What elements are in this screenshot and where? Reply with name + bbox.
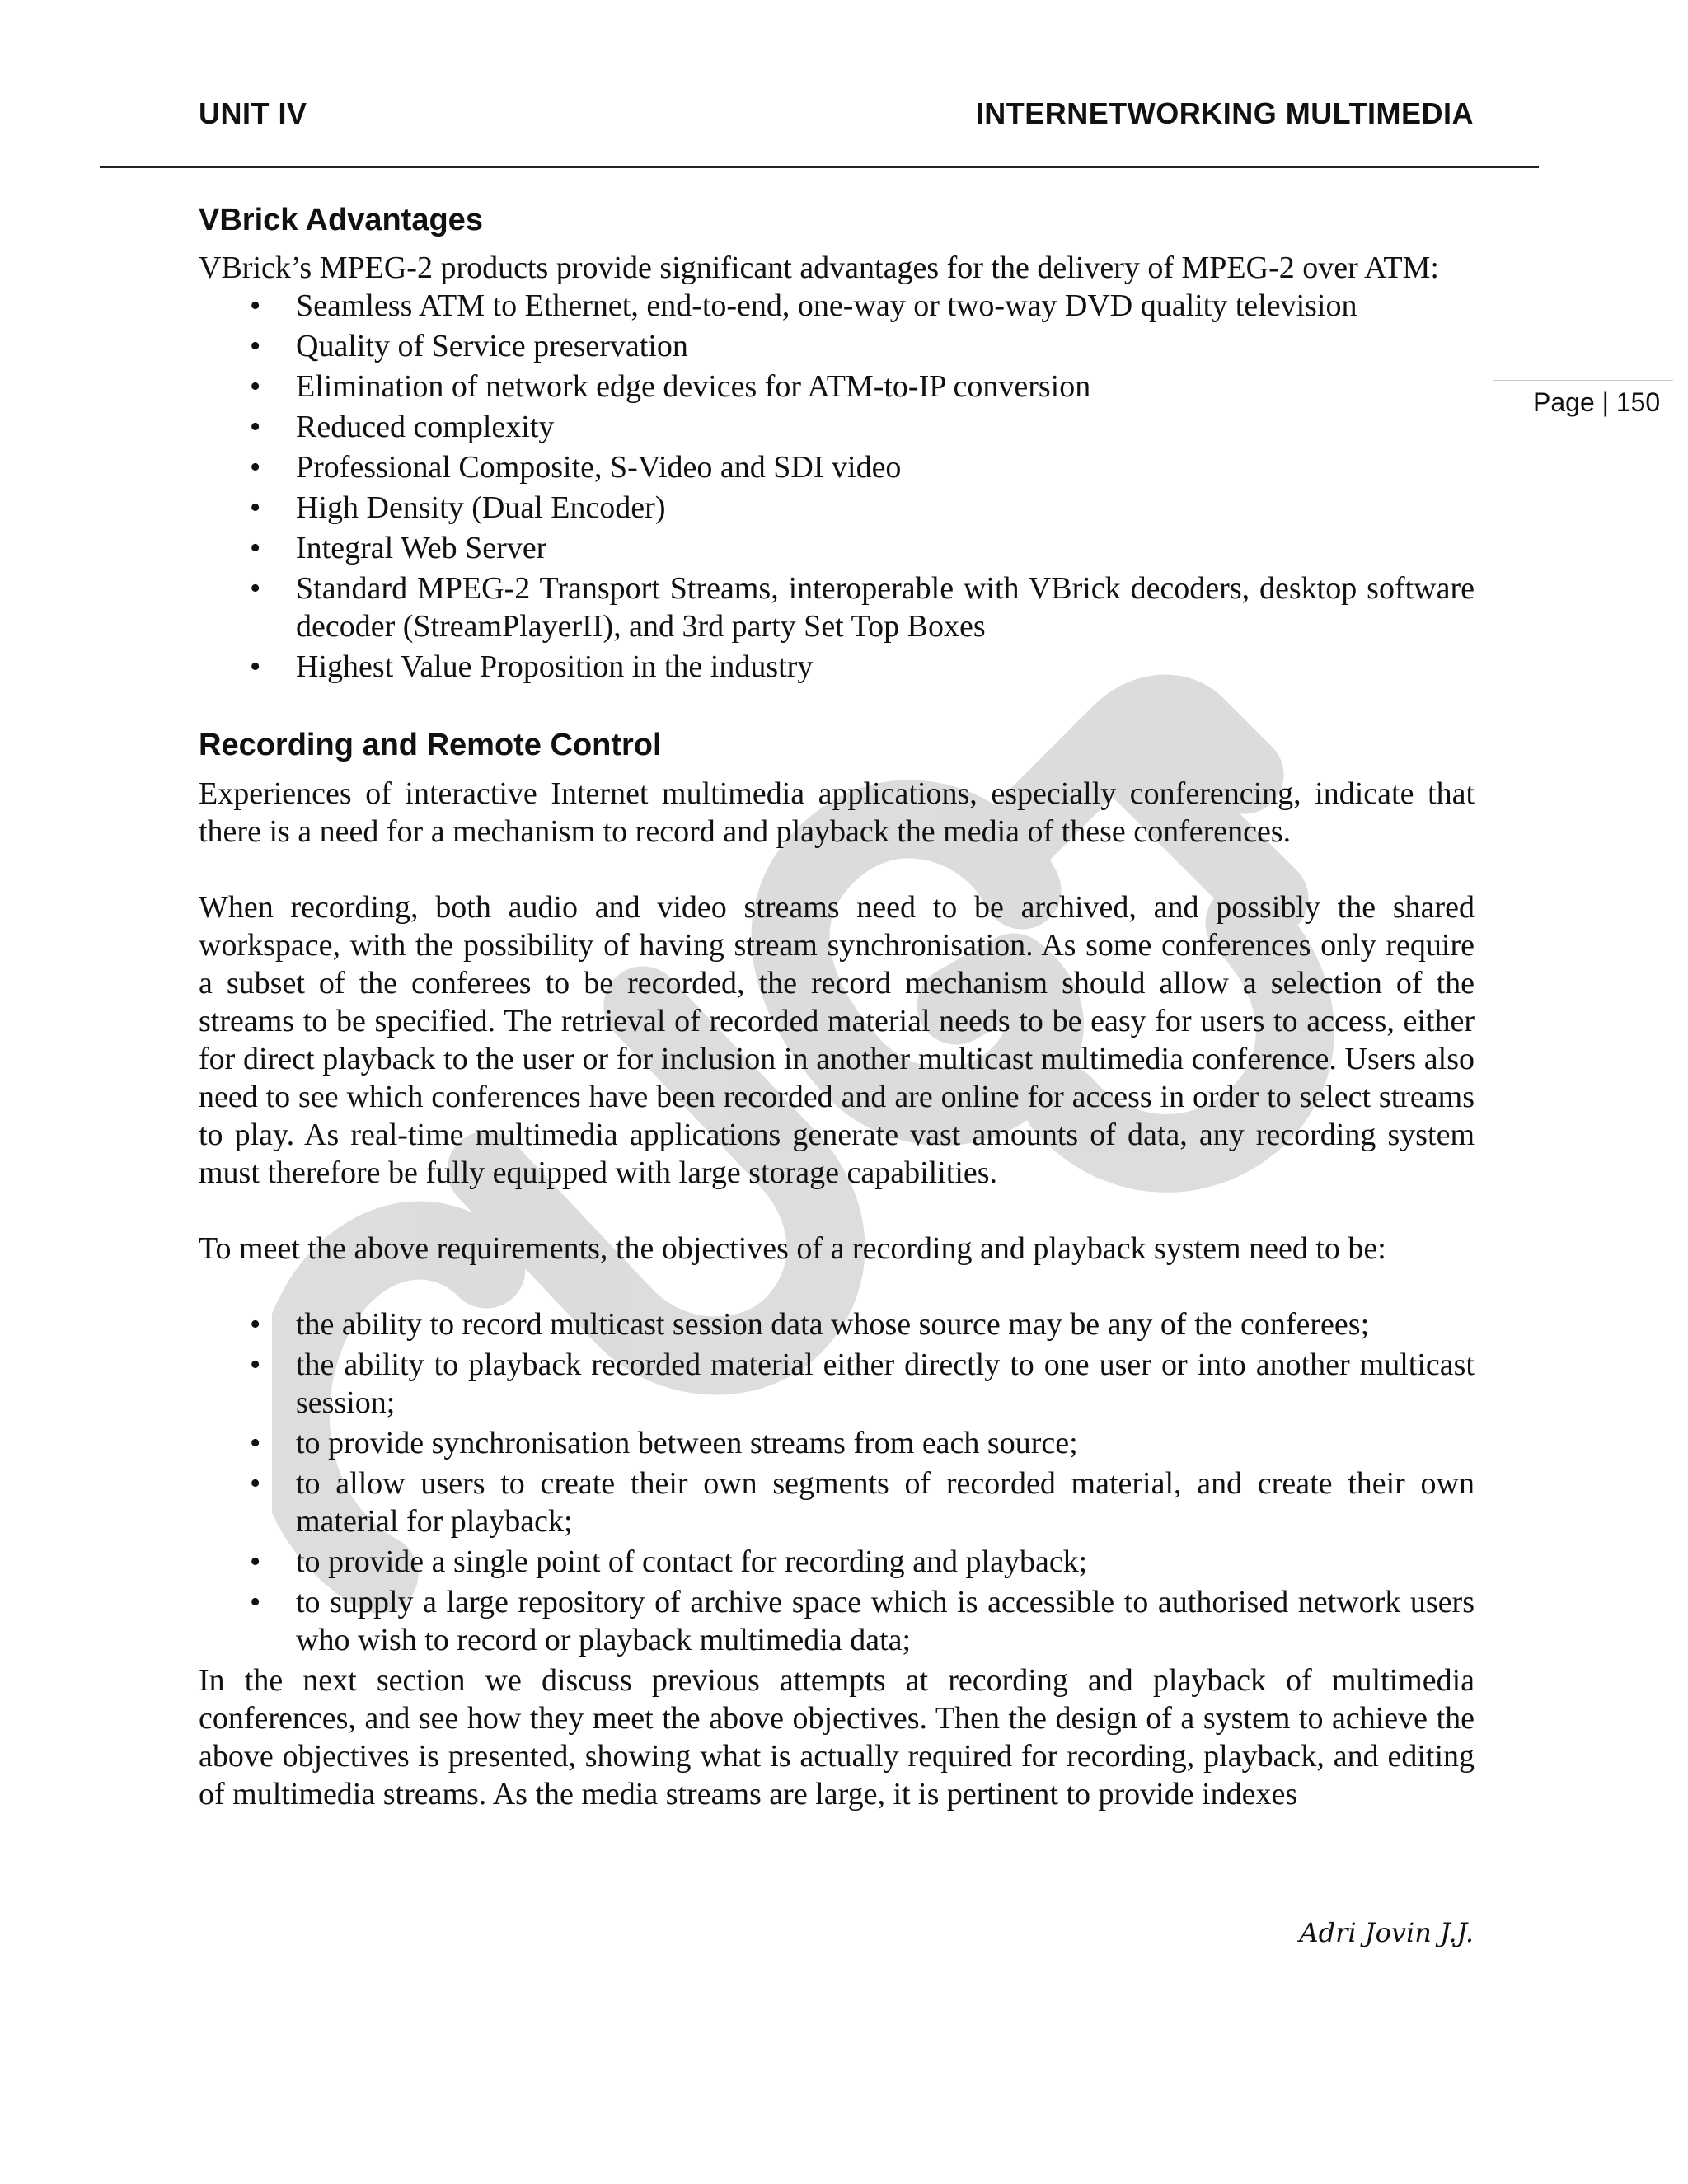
list-item: • Professional Composite, S-Video and SDI video xyxy=(296,448,1475,486)
author-signature: Adri Jovin J.J. xyxy=(1299,1917,1474,1948)
unit-label: UNIT IV xyxy=(199,96,307,130)
recording-objectives-list xyxy=(199,1305,1475,1659)
list-item: • Elimination of network edge devices for ATM-to-IP conversion xyxy=(296,368,1475,405)
list-item: • to provide a single point of contact for recording and playback; xyxy=(296,1543,1475,1581)
recording-para-3: To meet the above requirements, the objectives of a recording and playback system need to be: xyxy=(199,1230,1386,1266)
recording-para-4: In the next section we discuss previous attempts at recording and playback of multimedia conferences, and see how they meet the above objectives. Then the design of a system to achieve the above objectives is presented, showing what is actually required for recording, playback, and editing of multimedia streams. As the media streams are large, it is pertinent to provide indexes xyxy=(199,1662,1475,1811)
list-item: • High Density (Dual Encoder) xyxy=(296,489,1475,527)
list-item: • the ability to playback recorded material either directly to one user or into another multicast session; xyxy=(296,1346,1475,1422)
list-item: • Highest Value Proposition in the industry xyxy=(296,648,1475,686)
section-heading-recording: Recording and Remote Control xyxy=(199,728,662,763)
recording-para-2: When recording, both audio and video streams need to be archived, and possibly the shared workspace, with the possibility of having stream synchronisation. As some conferences only require a subset of the conferees to be recorded, the record mechanism should allow a selection of the streams to be specified. The retrieval of recorded material needs to be easy for users to access, either for direct playback to the user or for inclusion in another multicast multimedia conference. Users also need to see which conferences have been recorded and are online for access in order to select streams to play. As real-time multimedia applications generate vast amounts of data, any recording system must therefore be fully equipped with large storage capabilities. xyxy=(199,889,1475,1190)
list-item: • Reduced complexity xyxy=(296,408,1475,446)
page-number-divider xyxy=(1493,380,1673,381)
list-item: • Standard MPEG-2 Transport Streams, interoperable with VBrick decoders, desktop software decoder (StreamPlayerII), and 3rd party Set Top Boxes xyxy=(296,569,1475,645)
vbrick-advantages-list xyxy=(199,287,1475,686)
recording-para-1: Experiences of interactive Internet multimedia applications, especially conferencing, indicate that there is a need for a mechanism to record and playback the media of these conferences. xyxy=(199,776,1475,849)
page-number: Page | 150 xyxy=(1533,387,1661,417)
list-item: • Seamless ATM to Ethernet, end-to-end, one-way or two-way DVD quality television xyxy=(296,287,1475,325)
list-item: • Integral Web Server xyxy=(296,529,1475,567)
list-item: • Quality of Service preservation xyxy=(296,327,1475,365)
list-item: • the ability to record multicast session data whose source may be any of the conferees; xyxy=(296,1305,1475,1343)
section-heading-vbrick: VBrick Advantages xyxy=(199,203,483,237)
list-item: • to supply a large repository of archive space which is accessible to authorised network users who wish to record or playback multimedia data; xyxy=(296,1583,1475,1659)
chapter-title: INTERNETWORKING MULTIMEDIA xyxy=(975,96,1474,130)
page-content xyxy=(199,200,1475,1813)
vbrick-intro: VBrick’s MPEG-2 products provide significant advantages for the delivery of MPEG-2 over ATM: xyxy=(199,251,1439,286)
header-divider xyxy=(100,166,1539,168)
list-item: • to allow users to create their own segments of recorded material, and create their own material for playback; xyxy=(296,1465,1475,1540)
list-item: • to provide synchronisation between streams from each source; xyxy=(296,1424,1475,1462)
